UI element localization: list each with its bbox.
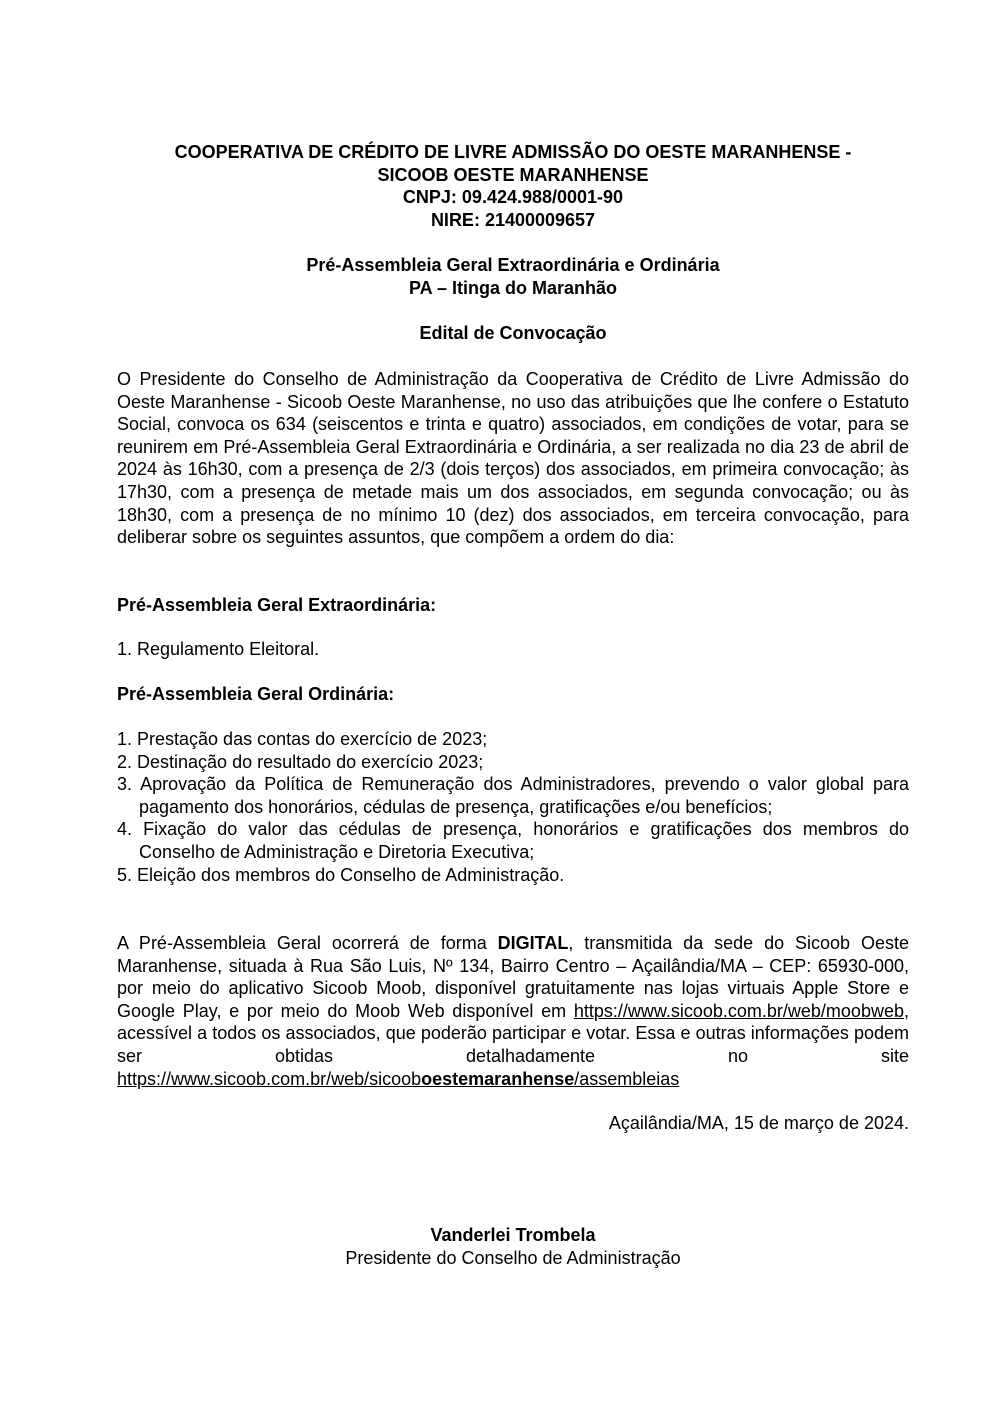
digital-paragraph — [117, 932, 909, 1090]
text: , acessível a todos os associados, que poderão participar e votar. Essa e outras informações podem ser obtidas detalhadamente no site — [117, 1000, 909, 1066]
signatory-name: Vanderlei Trombela — [430, 1225, 596, 1245]
meeting-location: PA – Itinga do Maranhão — [408, 277, 618, 298]
notice-title: Edital de Convocação — [419, 323, 607, 343]
list-item: 1. Regulamento Eleitoral. — [117, 639, 320, 659]
org-name-line1: COOPERATIVA DE CRÉDITO DE LIVRE ADMISSÃO DO OESTE MARANHENSE - — [174, 142, 852, 162]
meeting-title-block — [117, 254, 909, 299]
cnpj: CNPJ: 09.424.988/0001-90 — [402, 187, 624, 208]
link-part-bold[interactable]: oestemaranhense — [421, 1068, 575, 1089]
list-item: 1. Prestação das contas do exercício de 2023; — [117, 729, 488, 749]
extraordinary-heading: Pré-Assembleia Geral Extraordinária: — [117, 595, 437, 615]
ordinary-list — [117, 728, 909, 886]
digital-emphasis: DIGITAL — [497, 933, 569, 953]
intro-paragraph: O Presidente do Conselho de Administração da Cooperativa de Crédito de Livre Admissão do Oeste Maranhense - Sicoob Oeste Maranhense, no uso das atribuições que lhe confere o Estatuto Social, convoca os 634 (seiscentos e trinta e quatro) associados, em condições de votar, para se reunirem em Pré-Assembleia Geral Extraordinária e Ordinária, a ser realizada no dia 23 de abril de 2024 às 16h30, com a presença de 2/3 (dois terços) dos associados, em primeira convocação; às 17h30, com a presença de metade mais um dos associados, em segunda convocação; ou às 18h30, com a presença de no mínimo 10 (dez) dos associados, em terceira convocação, para deliberar sobre os seguintes assuntos, que compõem a ordem do dia: — [117, 369, 909, 548]
signature-block — [117, 1224, 909, 1269]
list-item: 5. Eleição dos membros do Conselho de Administração. — [117, 864, 565, 885]
link-part[interactable]: https://www.sicoob.com.br/web/sicoob — [117, 1068, 422, 1089]
assembleias-link[interactable] — [117, 1069, 679, 1089]
date-line: Açailândia/MA, 15 de março de 2024. — [608, 1113, 909, 1133]
meeting-title: Pré-Assembleia Geral Extraordinária e Ordinária — [306, 255, 720, 275]
nire: NIRE: 21400009657 — [430, 209, 596, 230]
ordinary-heading: Pré-Assembleia Geral Ordinária: — [117, 684, 395, 704]
list-item: 2. Destinação do resultado do exercício 2023; — [117, 751, 484, 772]
list-item: 3. Aprovação da Política de Remuneração dos Administradores, prevendo o valor global para pagamento dos honorários, cédulas de presença, gratificações e/ou benefícios; — [117, 774, 909, 817]
org-name-line2: SICOOB OESTE MARANHENSE — [377, 164, 649, 185]
moobweb-link[interactable]: https://www.sicoob.com.br/web/moobweb — [573, 1000, 904, 1021]
list-item: 4. Fixação do valor das cédulas de presença, honorários e gratificações dos membros do Conselho de Administração e Diretoria Executiva; — [117, 819, 909, 862]
text: A Pré-Assembleia Geral ocorrerá de forma — [117, 933, 498, 953]
extraordinary-list — [117, 638, 909, 661]
text: , transmitida da sede do Sicoob Oeste Maranhense, situada à Rua São Luis, Nº 134, Bairro Centro – Açailândia/MA – CEP: 65930-000, por meio do aplicativo Sicoob Moob, disponível gratuitamente nas lojas virtuais Apple Store e Google Play, e por meio do Moob Web disponível em — [117, 933, 909, 1021]
link-part[interactable]: /assembleias — [574, 1068, 680, 1089]
document-header — [117, 141, 909, 231]
signatory-role: Presidente do Conselho de Administração — [345, 1247, 681, 1268]
